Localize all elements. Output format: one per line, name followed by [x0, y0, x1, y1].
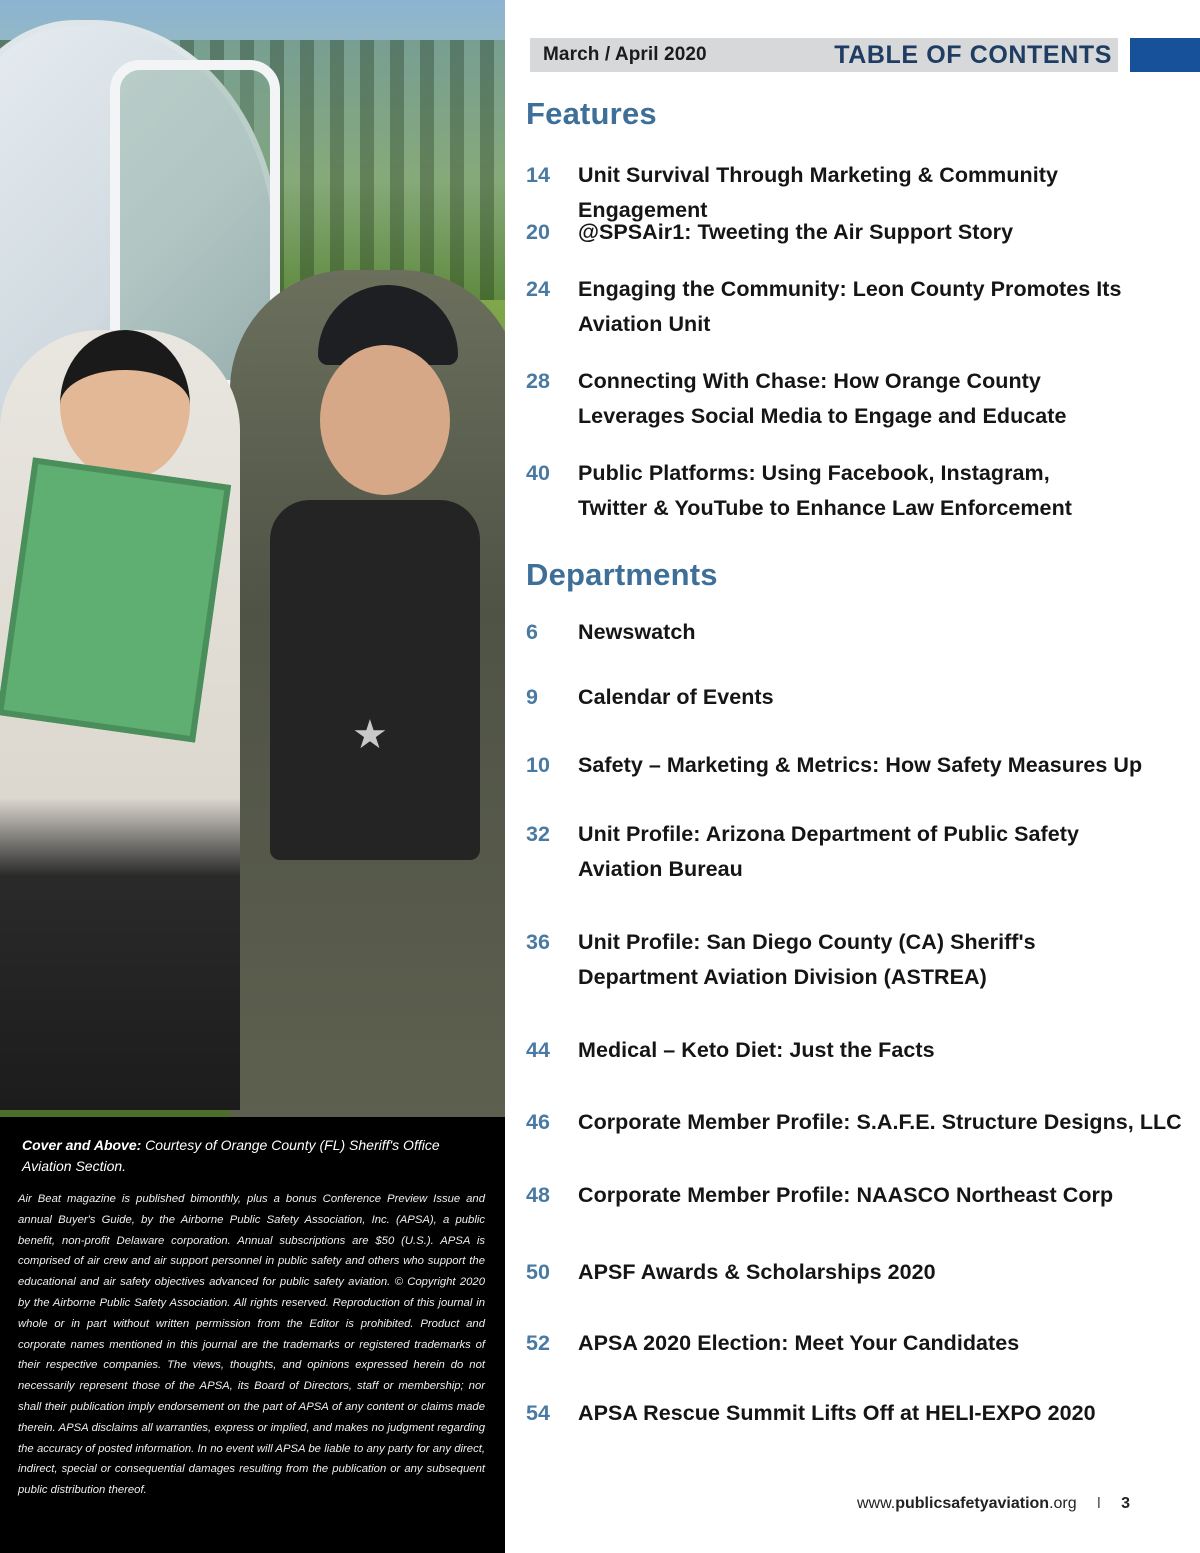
toc-title: Connecting With Chase: How Orange County Leverages Social Media to Engage and Educate — [578, 369, 1067, 428]
publication-disclaimer: Air Beat magazine is published bimonthly, plus a bonus Conference Preview Issue and annual Buyer's Guide, by the Airborne Public Safety Association, Inc. (APSA), a public benefit, non-profit Delaware corporation. Annual subscriptions are $50 (U.S.). APSA is comprised of air crew and air support personnel in public safety and others who support the educational and air safety objectives advanced for public safety aviation. © Copyright 2020 by the Airborne Public Safety Association. All rights reserved. Reproduction of this journal in whole or in part without written permission from the Editor is prohibited. Product and corporate names mentioned in this journal are the trademarks or registered trademarks of their respective companies. The views, thoughts, and opinions expressed herein do not necessarily represent those of the APSA, its Board of Directors, staff or membership; nor shall their publication imply endorsement on the part of APSA of any content or claims made therein. APSA disclaims all warranties, express or implied, and makes no judgment regarding the accuracy of posted information. In no event will APSA be liable to any party for any direct, indirect, special or consequential damages resulting from the publication or any subsequent public distribution thereof. — [18, 1193, 485, 1497]
toc-title: Public Platforms: Using Facebook, Instagram, Twitter & YouTube to Enhance Law Enforcement — [578, 461, 1072, 520]
toc-title: APSF Awards & Scholarships 2020 — [578, 1260, 936, 1284]
toc-page-number: 20 — [526, 220, 550, 244]
toc-page-number: 48 — [526, 1183, 550, 1207]
toc-title: Unit Survival Through Marketing & Community Engagement — [578, 163, 1058, 222]
footer-url-suffix: .org — [1049, 1495, 1077, 1512]
toc-title: Unit Profile: San Diego County (CA) Sheriff's Department Aviation Division (ASTREA) — [578, 930, 1036, 989]
footer-url[interactable] — [857, 1495, 1077, 1512]
toc-page-number: 10 — [526, 753, 550, 777]
departments-heading: Departments — [526, 557, 718, 592]
toc-title: Safety – Marketing & Metrics: How Safety Measures Up — [578, 753, 1143, 777]
toc-page-number: 36 — [526, 930, 550, 954]
toc-page-number: 28 — [526, 369, 550, 393]
page-footer — [857, 1495, 1130, 1513]
toc-title: @SPSAir1: Tweeting the Air Support Story — [578, 220, 1014, 244]
page-title: TABLE OF CONTENTS — [834, 41, 1112, 69]
toc-page-number: 32 — [526, 822, 550, 846]
toc-page-number: 9 — [526, 685, 538, 709]
header-accent-tab — [1130, 38, 1200, 72]
toc-page-number: 52 — [526, 1331, 550, 1355]
toc-title: Medical – Keto Diet: Just the Facts — [578, 1038, 935, 1062]
toc-page-number: 54 — [526, 1401, 550, 1425]
badge-star-icon: ★ — [352, 713, 388, 757]
photo-caption-block — [0, 1117, 505, 1553]
footer-url-domain: publicsafetyaviation — [895, 1495, 1050, 1512]
photo-green-card — [0, 457, 231, 742]
photo-deputy-vest — [270, 500, 480, 860]
toc-title: Corporate Member Profile: NAASCO Northeast Corp — [578, 1183, 1114, 1207]
photo-credit — [22, 1135, 485, 1177]
toc-page-number: 14 — [526, 163, 550, 187]
toc-page-number: 46 — [526, 1110, 550, 1134]
toc-title: Unit Profile: Arizona Department of Public Safety Aviation Bureau — [578, 822, 1079, 881]
toc-page-number: 6 — [526, 620, 538, 644]
toc-title: Engaging the Community: Leon County Promotes Its Aviation Unit — [578, 277, 1122, 336]
toc-title: Newswatch — [578, 620, 696, 644]
toc-title: Calendar of Events — [578, 685, 774, 709]
toc-page-number: 24 — [526, 277, 550, 301]
toc-page-number: 44 — [526, 1038, 550, 1062]
cover-photo — [0, 0, 505, 1117]
issue-date: March / April 2020 — [543, 44, 707, 65]
toc-page-number: 50 — [526, 1260, 550, 1284]
footer-url-prefix: www. — [857, 1495, 896, 1512]
photo-boy-face — [60, 330, 190, 480]
photo-credit-label: Cover and Above: — [22, 1137, 142, 1153]
page-number: 3 — [1121, 1495, 1130, 1512]
photo-deputy-face — [320, 345, 450, 495]
toc-title: Corporate Member Profile: S.A.F.E. Structure Designs, LLC — [578, 1110, 1182, 1134]
toc-page-number: 40 — [526, 461, 550, 485]
features-heading: Features — [526, 96, 657, 131]
footer-separator: I — [1096, 1495, 1102, 1512]
toc-title: APSA 2020 Election: Meet Your Candidates — [578, 1331, 1020, 1355]
photo-credit-text: Courtesy of Orange County (FL) Sheriff's Office Aviation Section. — [22, 1137, 440, 1174]
toc-title: APSA Rescue Summit Lifts Off at HELI-EXPO 2020 — [578, 1401, 1096, 1425]
